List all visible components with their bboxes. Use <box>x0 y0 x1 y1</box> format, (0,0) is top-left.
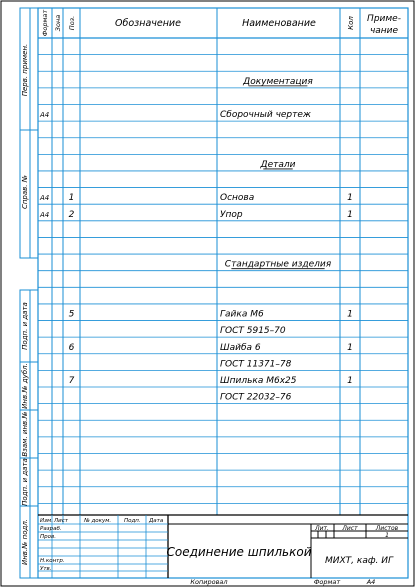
row-pos: 1 <box>68 193 75 204</box>
header-qty: Кол <box>347 16 355 30</box>
row-name: Основа <box>220 193 255 204</box>
tb-title: Соединение шпилькой <box>166 545 312 559</box>
table-row <box>39 210 353 220</box>
table-row <box>225 260 332 270</box>
table-row-lines <box>38 55 408 504</box>
footer-copied: Копировал <box>190 578 228 586</box>
row-section-title: Стандартные изделия <box>224 259 332 270</box>
row-format: А4 <box>40 210 50 219</box>
tb-col-change: Изм. <box>40 518 53 524</box>
table-grid <box>38 8 408 515</box>
row-pos: 6 <box>68 342 75 353</box>
tb-norm: Н.контр. <box>40 558 65 564</box>
row-section-title: Детали <box>260 159 296 170</box>
header-pos: Поз. <box>68 15 76 31</box>
row-section-title: Документация <box>243 76 313 87</box>
row-qty: 1 <box>347 209 353 220</box>
tb-check: Пров. <box>40 534 56 540</box>
tb-appr: Утв. <box>40 566 52 572</box>
row-name: ГОСТ 5915–70 <box>220 326 286 337</box>
header-format: Формат <box>41 9 49 37</box>
side-label-sign-date-1: Подп. и дата <box>21 302 29 350</box>
header-note-line1: Приме- <box>367 14 401 24</box>
tb-col-doc: № докум. <box>84 518 112 524</box>
table-row <box>242 77 313 87</box>
row-qty: 1 <box>347 342 353 353</box>
table-row <box>220 393 292 403</box>
footer-format-value: А4 <box>366 578 376 586</box>
tb-sheets-value: 1 <box>385 532 389 539</box>
header-designation: Обозначение <box>115 18 181 29</box>
tb-org: МИХТ, каф. ИГ <box>325 556 393 566</box>
tb-col-sheet: Лист <box>54 518 68 524</box>
side-label-first-use: Перв. примен. <box>21 43 29 97</box>
side-label-sign-date-2: Подп. и дата <box>21 458 29 506</box>
row-qty: 1 <box>347 376 353 387</box>
side-label-repl-inv: Взам. инв.№ <box>21 411 29 457</box>
table-row <box>69 343 353 353</box>
table-row <box>220 326 286 336</box>
row-name: Гайка М6 <box>220 309 264 320</box>
tb-col-sign: Подп. <box>124 518 141 524</box>
row-qty: 1 <box>347 193 353 204</box>
table-row <box>220 359 292 369</box>
tb-sheet: Лист <box>342 525 358 532</box>
table-row <box>69 310 353 320</box>
title-block-left-grid <box>38 515 168 578</box>
row-pos: 7 <box>68 376 75 387</box>
row-name: Шпилька М6х25 <box>220 376 297 387</box>
row-name: Шайба 6 <box>220 342 261 353</box>
table-row <box>69 376 353 386</box>
side-label-ref-no: Справ. № <box>21 174 29 210</box>
header-name: Наименование <box>242 18 316 29</box>
header-note-line2: чание <box>369 26 399 36</box>
side-label-orig-inv: Инв.№ подл. <box>21 518 29 566</box>
row-format: А4 <box>40 111 50 120</box>
tb-col-date: Дата <box>149 518 164 524</box>
row-pos: 5 <box>68 309 75 320</box>
table-row <box>260 160 296 170</box>
row-name: ГОСТ 22032–76 <box>220 392 292 403</box>
tb-dev: Разраб. <box>40 526 62 532</box>
row-format: А4 <box>40 194 50 203</box>
tb-lit: Лит. <box>315 525 329 532</box>
row-name: ГОСТ 11371–78 <box>220 359 292 370</box>
header-zone: Зона <box>54 14 62 32</box>
side-label-dup-inv: Инв.№ дубл. <box>21 363 29 409</box>
row-pos: 2 <box>68 209 75 220</box>
footer-format-label: Формат <box>313 578 341 586</box>
row-qty: 1 <box>347 309 353 320</box>
row-name: Упор <box>220 209 243 220</box>
inner-frame <box>38 8 408 578</box>
tb-sheets: Листов <box>375 525 399 532</box>
row-name: Сборочный чертеж <box>220 110 312 121</box>
table-row <box>39 193 353 203</box>
